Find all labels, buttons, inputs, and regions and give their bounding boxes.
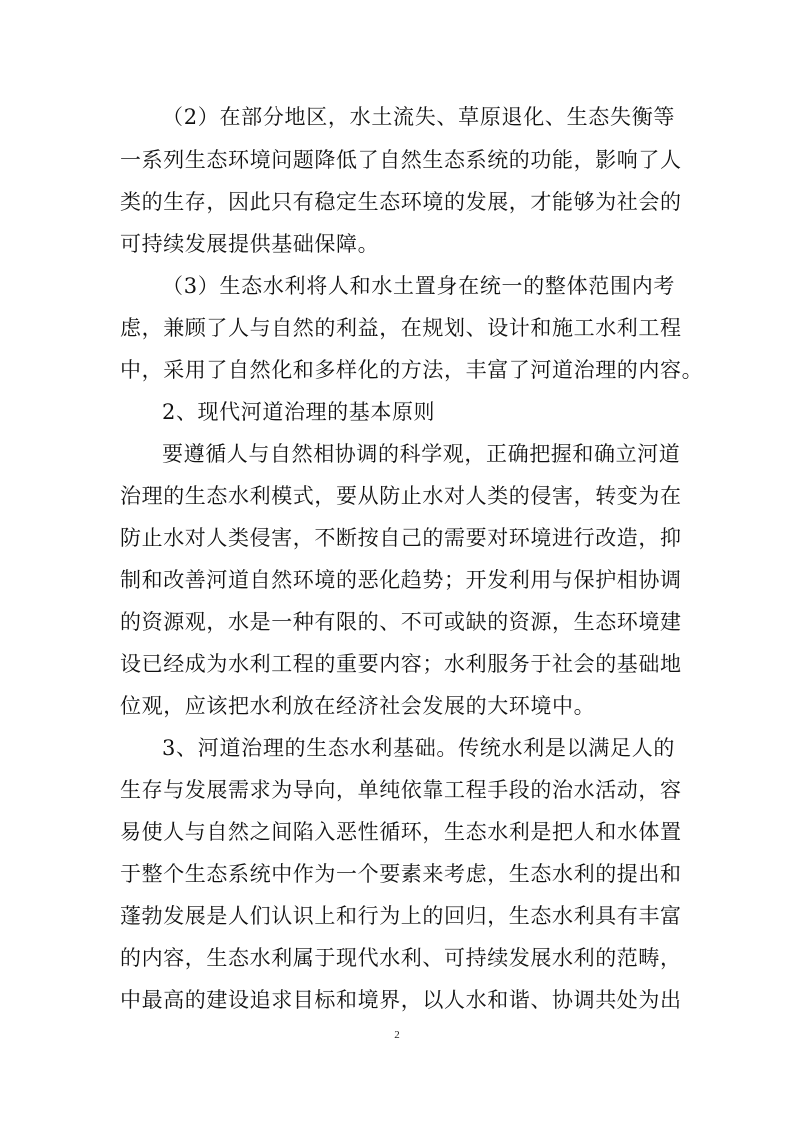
paragraph-1-line-3: 类的生存，因此只有稳定生态环境的发展，才能够为社会的 xyxy=(120,190,682,214)
paragraph-3-line-6: 设已经成为水利工程的重要内容；水利服务于社会的基础地 xyxy=(120,652,682,676)
paragraph-4-line-4: 于整个生态系统中作为一个要素来考虑，生态水利的提出和 xyxy=(120,862,682,886)
paragraph-4-line-3: 易使人与自然之间陷入恶性循环，生态水利是把人和水体置 xyxy=(120,820,682,844)
paragraph-1-line-4: 可持续发展提供基础保障。 xyxy=(120,232,380,256)
paragraph-4-line-2: 生存与发展需求为导向，单纯依靠工程手段的治水活动，容 xyxy=(120,778,682,802)
paragraph-3-line-4: 制和改善河道自然环境的恶化趋势；开发利用与保护相协调 xyxy=(120,568,682,592)
paragraph-4-line-6: 的内容，生态水利属于现代水利、可持续发展水利的范畴， xyxy=(120,946,682,970)
section-heading-2: 2、现代河道治理的基本原则 xyxy=(162,400,436,424)
page-number: 2 xyxy=(394,1029,400,1041)
paragraph-3-line-3: 防止水对人类侵害，不断按自己的需要对环境进行改造，抑 xyxy=(120,526,682,550)
paragraph-2-line-1: （3）生态水利将人和水土置身在统一的整体范围内考 xyxy=(162,274,675,298)
paragraph-3-line-2: 治理的生态水利模式，要从防止水对人类的侵害，转变为在 xyxy=(120,484,682,508)
paragraph-1-line-2: 一系列生态环境问题降低了自然生态系统的功能，影响了人 xyxy=(120,148,682,172)
paragraph-4-line-7: 中最高的建设追求目标和境界，以人水和谐、协调共处为出 xyxy=(120,988,682,1012)
paragraph-3-line-5: 的资源观，水是一种有限的、不可或缺的资源，生态环境建 xyxy=(120,610,682,634)
paragraph-3-line-7: 位观，应该把水利放在经济社会发展的大环境中。 xyxy=(120,694,596,718)
paragraph-2-line-3: 中，采用了自然化和多样化的方法，丰富了河道治理的内容。 xyxy=(120,358,704,382)
paragraph-4-line-1: 3、河道治理的生态水利基础。传统水利是以满足人的 xyxy=(162,736,675,760)
paragraph-3-line-1: 要遵循人与自然相协调的科学观，正确把握和确立河道 xyxy=(162,442,681,466)
paragraph-2-line-2: 虑，兼顾了人与自然的利益，在规划、设计和施工水利工程 xyxy=(120,316,682,340)
paragraph-1-line-1: （2）在部分地区，水土流失、草原退化、生态失衡等 xyxy=(162,105,675,129)
paragraph-4-line-5: 蓬勃发展是人们认识上和行为上的回归，生态水利具有丰富 xyxy=(120,904,682,928)
